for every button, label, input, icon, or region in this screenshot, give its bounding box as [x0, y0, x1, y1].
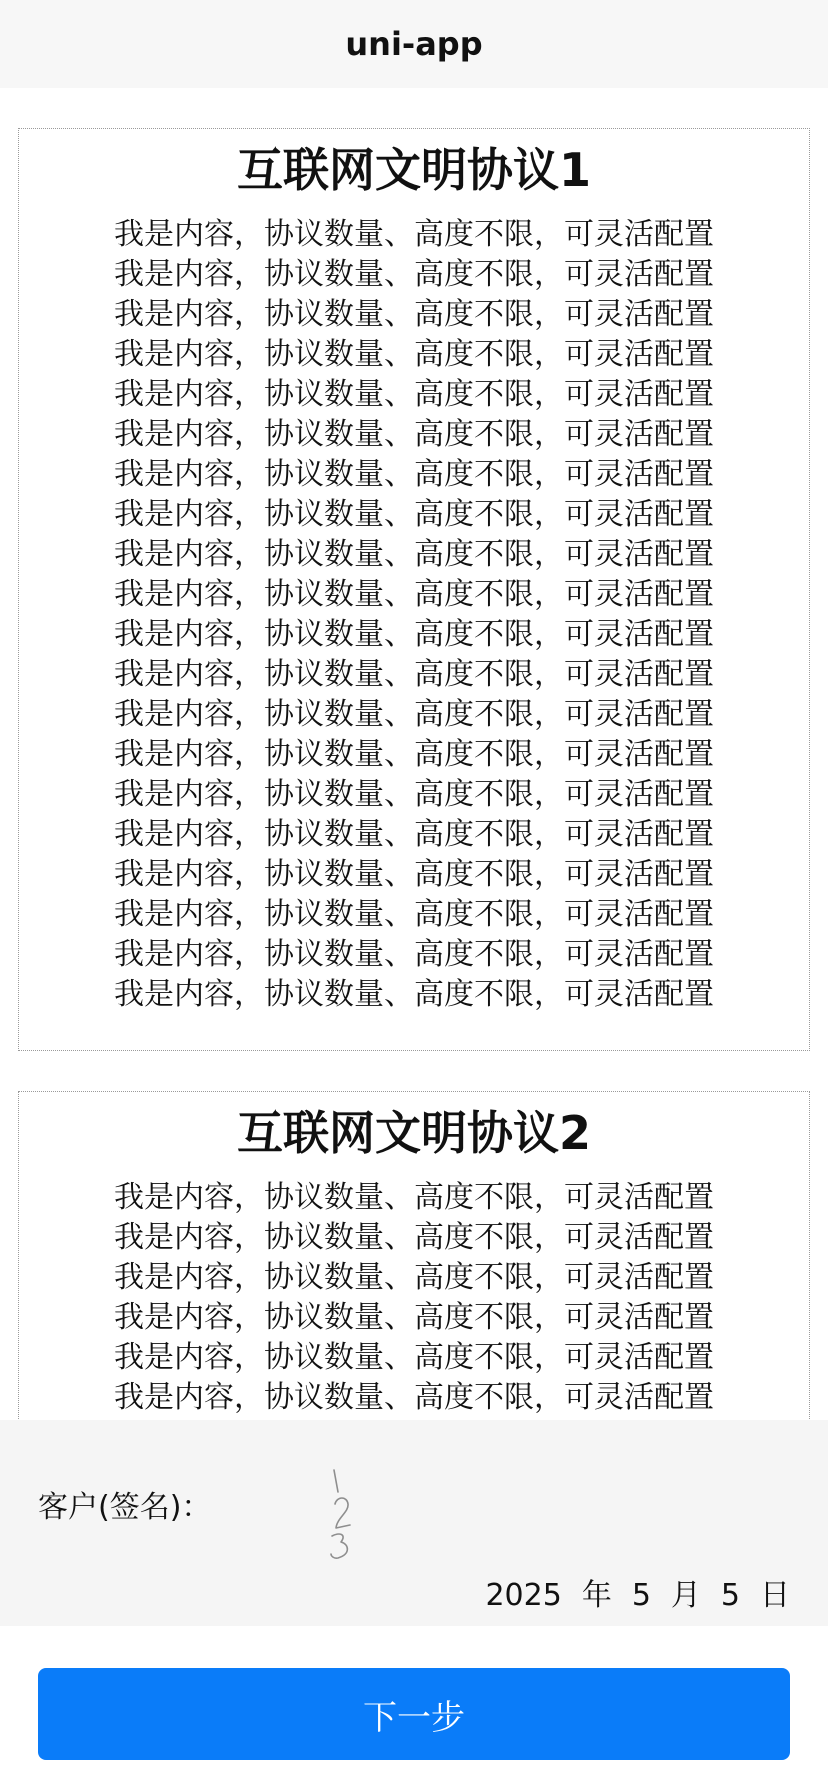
- date-year-unit: 年: [581, 1578, 612, 1613]
- agreement-line: 我是内容，协议数量、高度不限，可灵活配置: [114, 217, 714, 252]
- page-title: uni-app: [345, 25, 483, 63]
- signature-date: [485, 1570, 790, 1614]
- agreement-scroll-area[interactable]: [0, 88, 828, 1420]
- date-day-unit: 日: [760, 1578, 790, 1613]
- agreement-card: [18, 1091, 810, 1420]
- agreement-line: 我是内容，协议数量、高度不限，可灵活配置: [114, 937, 714, 972]
- agreement-line: 我是内容，协议数量、高度不限，可灵活配置: [114, 1260, 714, 1295]
- agreement-line: 我是内容，协议数量、高度不限，可灵活配置: [114, 657, 714, 692]
- agreement-line: 我是内容，协议数量、高度不限，可灵活配置: [114, 617, 714, 652]
- agreement-line: 我是内容，协议数量、高度不限，可灵活配置: [114, 1340, 714, 1375]
- agreement-body: [94, 215, 734, 1015]
- agreement-line: 我是内容，协议数量、高度不限，可灵活配置: [114, 1300, 714, 1335]
- agreement-line: 我是内容，协议数量、高度不限，可灵活配置: [114, 1380, 714, 1415]
- agreement-line: 我是内容，协议数量、高度不限，可灵活配置: [114, 857, 714, 892]
- agreement-line: 我是内容，协议数量、高度不限，可灵活配置: [114, 777, 714, 812]
- signature-label: 客户(签名)：: [38, 1490, 212, 1525]
- date-month-unit: 月: [670, 1578, 701, 1613]
- agreement-card: [18, 128, 810, 1051]
- date-day: 5: [720, 1578, 740, 1613]
- agreement-line: 我是内容，协议数量、高度不限，可灵活配置: [114, 337, 714, 372]
- agreement-line: 我是内容，协议数量、高度不限，可灵活配置: [114, 497, 714, 532]
- agreement-body: [94, 1178, 734, 1420]
- agreement-line: 我是内容，协议数量、高度不限，可灵活配置: [114, 1220, 714, 1255]
- handwritten-signature[interactable]: [325, 1464, 375, 1564]
- agreement-line: 我是内容，协议数量、高度不限，可灵活配置: [114, 697, 714, 732]
- navbar: [0, 0, 828, 88]
- next-step-button[interactable]: 下一步: [38, 1668, 790, 1760]
- agreement-line: 我是内容，协议数量、高度不限，可灵活配置: [114, 537, 714, 572]
- agreement-line: 我是内容，协议数量、高度不限，可灵活配置: [114, 577, 714, 612]
- agreement-line: 我是内容，协议数量、高度不限，可灵活配置: [114, 817, 714, 852]
- agreement-line: 我是内容，协议数量、高度不限，可灵活配置: [114, 897, 714, 932]
- agreement-line: 我是内容，协议数量、高度不限，可灵活配置: [114, 1180, 714, 1215]
- footer: [0, 1626, 828, 1792]
- agreement-line: 我是内容，协议数量、高度不限，可灵活配置: [114, 417, 714, 452]
- date-year: 2025: [485, 1578, 562, 1613]
- agreement-line: 我是内容，协议数量、高度不限，可灵活配置: [114, 457, 714, 492]
- signature-panel: [0, 1420, 828, 1626]
- agreement-title: 互联网文明协议2: [236, 1106, 591, 1160]
- agreement-line: 我是内容，协议数量、高度不限，可灵活配置: [114, 257, 714, 292]
- agreement-title: 互联网文明协议1: [236, 143, 591, 197]
- agreement-line: 我是内容，协议数量、高度不限，可灵活配置: [114, 377, 714, 412]
- agreement-line: 我是内容，协议数量、高度不限，可灵活配置: [114, 297, 714, 332]
- date-month: 5: [631, 1578, 651, 1613]
- agreement-line: 我是内容，协议数量、高度不限，可灵活配置: [114, 737, 714, 772]
- agreement-line: 我是内容，协议数量、高度不限，可灵活配置: [114, 977, 714, 1012]
